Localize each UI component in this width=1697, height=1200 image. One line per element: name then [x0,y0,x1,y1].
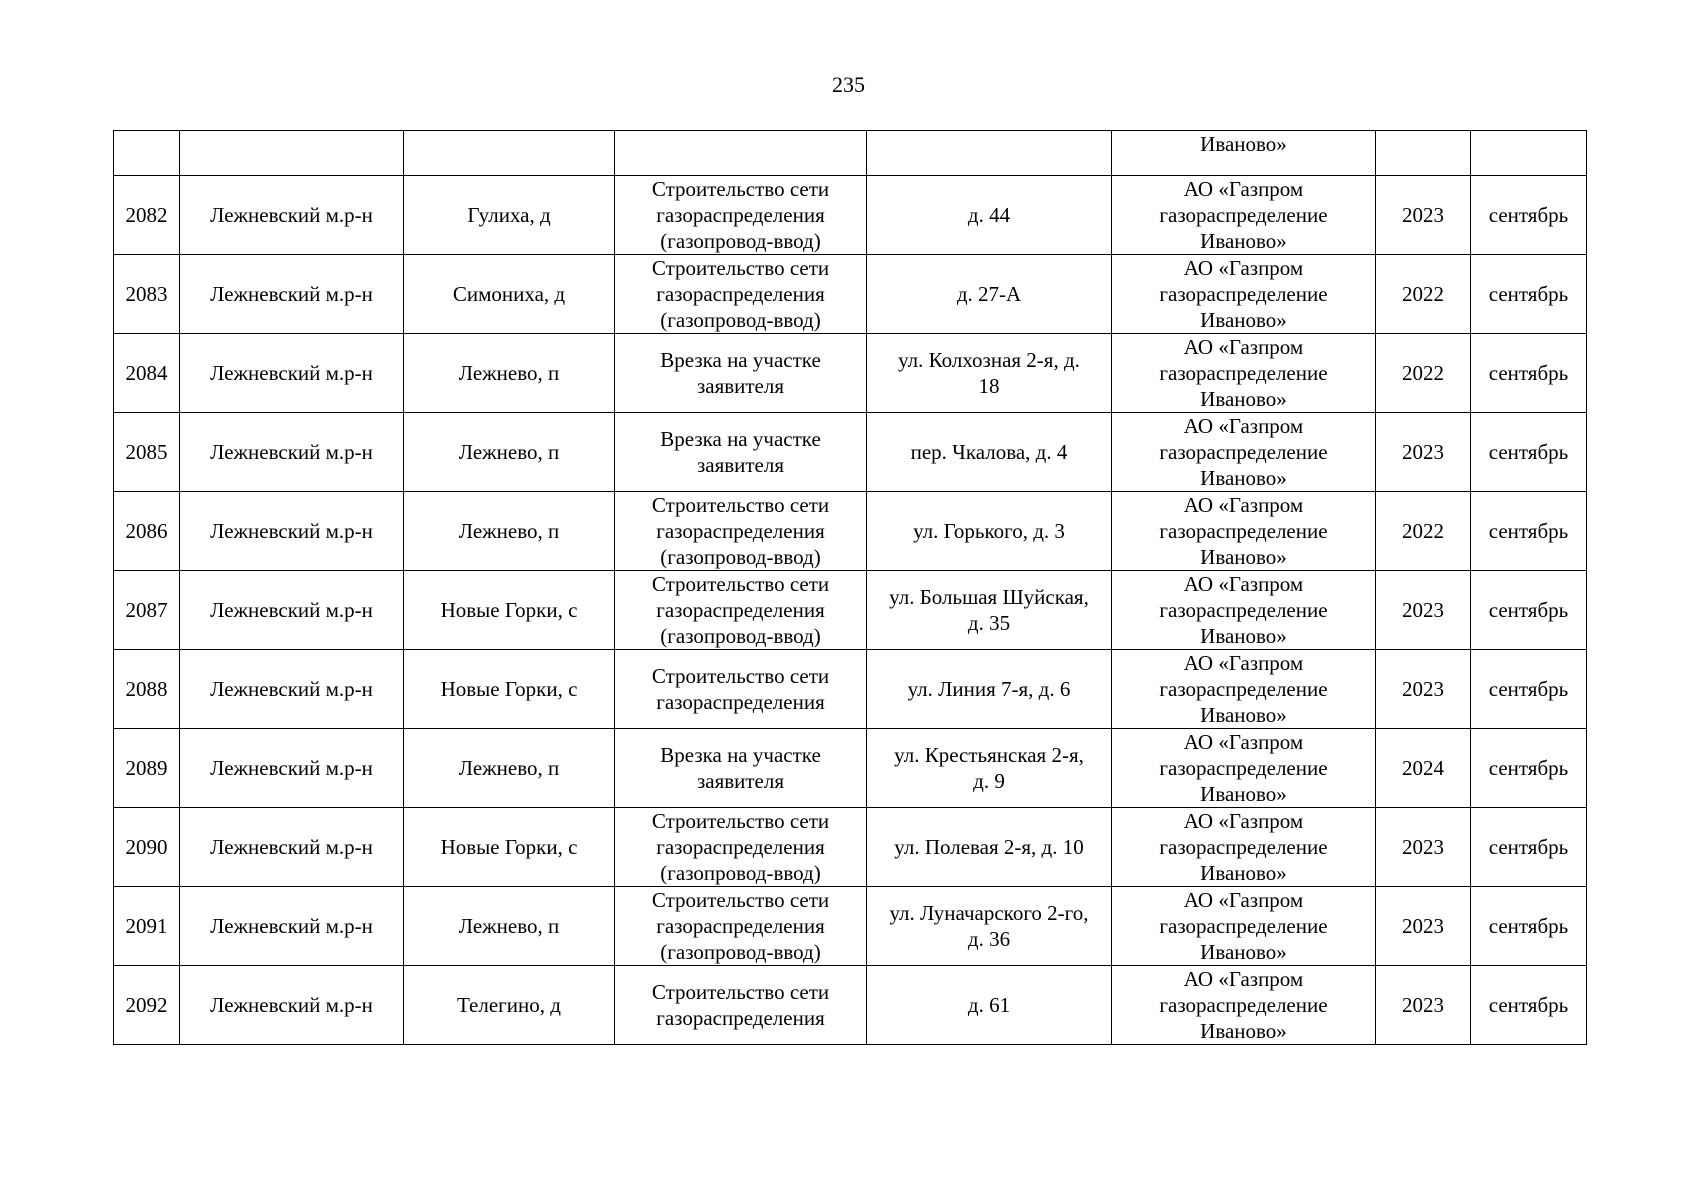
month-text: сентябрь [1488,993,1569,1017]
table-row [114,255,1587,334]
cell-district [180,176,404,255]
year-text: 2022 [1402,282,1444,306]
cell-work [615,729,867,808]
operator-text: АО «Газпром газораспределение Иваново» [1159,730,1328,806]
gasification-table [113,130,1587,1045]
address-text: д. 44 [967,203,1011,227]
cell-address [867,176,1112,255]
cell-year [1376,650,1471,729]
table-row [114,729,1587,808]
row-number: 2082 [125,203,168,227]
district-text: Лежневский м.р-н [210,440,373,464]
cell-num [114,966,180,1045]
cell-work [615,966,867,1045]
cell-month [1471,887,1587,966]
cell-address [867,334,1112,413]
locality-text: Новые Горки, с [440,677,578,701]
district-text: Лежневский м.р-н [210,756,373,780]
row-number: 2087 [125,598,168,622]
work-text: Строительство сети газораспределения [651,664,830,714]
year-text: 2022 [1402,519,1444,543]
district-text: Лежневский м.р-н [210,282,373,306]
operator-text: АО «Газпром газораспределение Иваново» [1159,572,1328,648]
cell-district [180,131,404,176]
address-text: д. 27-А [956,282,1022,306]
cell-year [1376,413,1471,492]
cell-operator [1112,887,1376,966]
cell-district [180,729,404,808]
cell-locality [404,729,615,808]
cell-address [867,413,1112,492]
row-number: 2088 [125,677,168,701]
operator-text: АО «Газпром газораспределение Иваново» [1159,177,1328,253]
year-text: 2024 [1402,756,1444,780]
cell-address [867,255,1112,334]
cell-work [615,650,867,729]
month-text: сентябрь [1488,756,1569,780]
cell-operator [1112,176,1376,255]
month-text: сентябрь [1488,835,1569,859]
work-text: Строительство сети газораспределения (газопровод-ввод) [651,256,830,332]
year-text: 2023 [1402,835,1444,859]
district-text: Лежневский м.р-н [210,993,373,1017]
cell-work [615,176,867,255]
cell-locality [404,650,615,729]
cell-year [1376,966,1471,1045]
address-text: ул. Линия 7-я, д. 6 [907,677,1071,701]
cell-operator [1112,255,1376,334]
district-text: Лежневский м.р-н [210,835,373,859]
work-text: Строительство сети газораспределения (газопровод-ввод) [651,493,830,569]
operator-text: АО «Газпром газораспределение Иваново» [1159,256,1328,332]
cell-district [180,808,404,887]
cell-locality [404,492,615,571]
operator-text: АО «Газпром газораспределение Иваново» [1159,414,1328,490]
cell-month [1471,966,1587,1045]
cell-district [180,571,404,650]
cell-address [867,729,1112,808]
row-number: 2091 [125,914,168,938]
address-text: ул. Полевая 2-я, д. 10 [894,835,1084,859]
address-text: ул. Большая Шуйская, д. 35 [889,585,1089,635]
work-text: Строительство сети газораспределения [651,980,830,1030]
cell-num [114,176,180,255]
operator-text: АО «Газпром газораспределение Иваново» [1159,651,1328,727]
cell-operator [1112,492,1376,571]
cell-year [1376,808,1471,887]
cell-month [1471,571,1587,650]
locality-text: Лежнево, п [458,440,560,464]
cell-work [615,131,867,176]
cell-address [867,492,1112,571]
cell-work [615,571,867,650]
cell-district [180,255,404,334]
cell-num [114,729,180,808]
cell-operator [1112,966,1376,1045]
operator-text: АО «Газпром газораспределение Иваново» [1159,809,1328,885]
table-row [114,176,1587,255]
cell-year [1376,334,1471,413]
cell-district [180,966,404,1045]
work-text: Строительство сети газораспределения (газопровод-ввод) [651,888,830,964]
cell-operator [1112,571,1376,650]
table-row [114,571,1587,650]
cell-locality [404,808,615,887]
cell-locality [404,334,615,413]
row-number: 2089 [125,756,168,780]
cell-month [1471,492,1587,571]
address-text: пер. Чкалова, д. 4 [910,440,1068,464]
cell-address [867,808,1112,887]
cell-month [1471,255,1587,334]
cell-month [1471,131,1587,176]
cell-locality [404,887,615,966]
district-text: Лежневский м.р-н [210,203,373,227]
operator-text: АО «Газпром газораспределение Иваново» [1159,335,1328,411]
work-text: Строительство сети газораспределения (газопровод-ввод) [651,177,830,253]
table-row [114,413,1587,492]
district-text: Лежневский м.р-н [210,519,373,543]
row-number: 2086 [125,519,168,543]
month-text: сентябрь [1488,282,1569,306]
year-text: 2023 [1402,598,1444,622]
table-row [114,887,1587,966]
cell-operator [1112,131,1376,176]
operator-text: АО «Газпром газораспределение Иваново» [1159,967,1328,1043]
year-text: 2023 [1402,677,1444,701]
operator-text: АО «Газпром газораспределение Иваново» [1159,888,1328,964]
district-text: Лежневский м.р-н [210,677,373,701]
locality-text: Новые Горки, с [440,598,578,622]
cell-work [615,255,867,334]
year-text: 2023 [1402,993,1444,1017]
cell-address [867,650,1112,729]
table-row [114,966,1587,1045]
cell-num [114,255,180,334]
month-text: сентябрь [1488,519,1569,543]
address-text: ул. Горького, д. 3 [913,519,1065,543]
cell-month [1471,334,1587,413]
year-text: 2023 [1402,203,1444,227]
cell-month [1471,413,1587,492]
locality-text: Симониха, д [452,282,566,306]
cell-locality [404,176,615,255]
month-text: сентябрь [1488,598,1569,622]
cell-month [1471,729,1587,808]
row-number: 2090 [125,835,168,859]
row-number: 2083 [125,282,168,306]
year-text: 2023 [1402,914,1444,938]
district-text: Лежневский м.р-н [210,361,373,385]
cell-work [615,492,867,571]
cell-district [180,650,404,729]
table-row-continuation [114,131,1587,176]
row-number: 2085 [125,440,168,464]
cell-district [180,413,404,492]
district-text: Лежневский м.р-н [210,914,373,938]
cell-locality [404,966,615,1045]
address-text: д. 61 [967,993,1011,1017]
cell-month [1471,650,1587,729]
cell-operator [1112,334,1376,413]
address-text: ул. Крестьянская 2-я, д. 9 [894,743,1084,793]
work-text: Врезка на участке заявителя [660,348,821,398]
address-text: ул. Луначарского 2-го, д. 36 [889,901,1089,951]
table-body [114,131,1587,1045]
cell-operator [1112,729,1376,808]
cell-num [114,887,180,966]
row-number: 2084 [125,361,168,385]
cell-locality [404,571,615,650]
cell-locality [404,131,615,176]
cell-num [114,650,180,729]
cell-month [1471,808,1587,887]
work-text: Врезка на участке заявителя [660,427,821,477]
cell-work [615,808,867,887]
cell-operator [1112,650,1376,729]
cell-work [615,887,867,966]
month-text: сентябрь [1488,440,1569,464]
table-row [114,334,1587,413]
locality-text: Гулиха, д [467,203,551,227]
cell-work [615,334,867,413]
cell-month [1471,176,1587,255]
operator-text: Иваново» [1200,132,1287,156]
row-number: 2092 [125,993,168,1017]
cell-num [114,492,180,571]
cell-district [180,334,404,413]
locality-text: Лежнево, п [458,519,560,543]
cell-year [1376,176,1471,255]
cell-year [1376,571,1471,650]
cell-locality [404,255,615,334]
cell-num [114,571,180,650]
cell-year [1376,492,1471,571]
cell-district [180,492,404,571]
cell-num [114,808,180,887]
locality-text: Телегино, д [457,993,561,1017]
month-text: сентябрь [1488,361,1569,385]
cell-year [1376,729,1471,808]
cell-address [867,887,1112,966]
cell-address [867,966,1112,1045]
cell-district [180,887,404,966]
year-text: 2022 [1402,361,1444,385]
table-row [114,808,1587,887]
work-text: Врезка на участке заявителя [660,743,821,793]
locality-text: Лежнево, п [458,914,560,938]
locality-text: Новые Горки, с [440,835,578,859]
address-text: ул. Колхозная 2-я, д. 18 [898,348,1080,398]
cell-locality [404,413,615,492]
locality-text: Лежнево, п [458,756,560,780]
cell-num [114,413,180,492]
month-text: сентябрь [1488,677,1569,701]
locality-text: Лежнево, п [458,361,560,385]
year-text: 2023 [1402,440,1444,464]
cell-operator [1112,808,1376,887]
district-text: Лежневский м.р-н [210,598,373,622]
cell-year [1376,131,1471,176]
cell-year [1376,255,1471,334]
cell-address [867,131,1112,176]
cell-year [1376,887,1471,966]
table-row [114,650,1587,729]
cell-num [114,334,180,413]
cell-num [114,131,180,176]
table-row [114,492,1587,571]
work-text: Строительство сети газораспределения (газопровод-ввод) [651,572,830,648]
work-text: Строительство сети газораспределения (газопровод-ввод) [651,809,830,885]
operator-text: АО «Газпром газораспределение Иваново» [1159,493,1328,569]
cell-address [867,571,1112,650]
page-number: 235 [832,72,865,97]
cell-operator [1112,413,1376,492]
cell-work [615,413,867,492]
month-text: сентябрь [1488,914,1569,938]
month-text: сентябрь [1488,203,1569,227]
